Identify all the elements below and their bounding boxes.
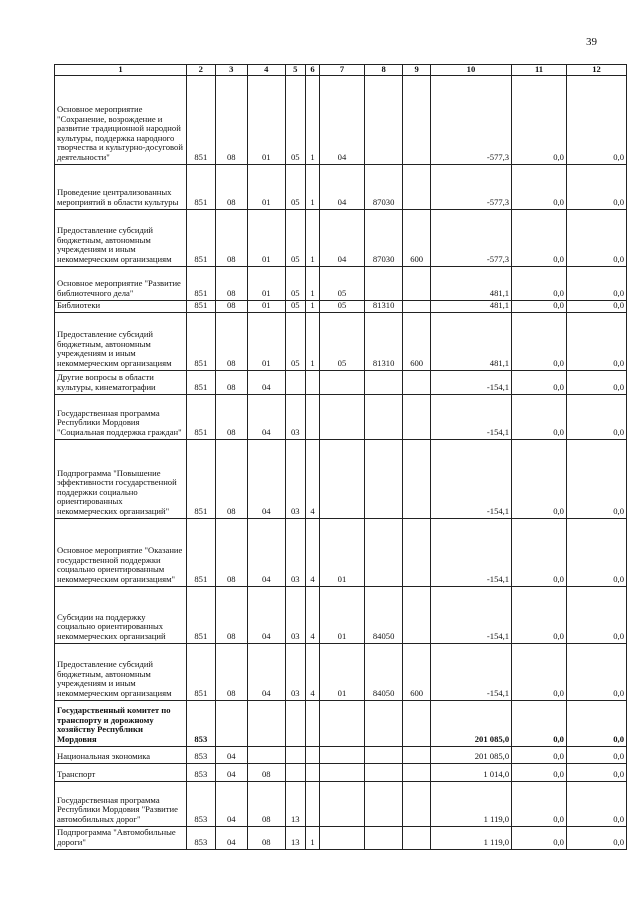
amount-year2-cell: 0,0: [512, 746, 567, 763]
table-row: [55, 370, 627, 394]
code-event-cell: 04: [320, 209, 365, 266]
code-event-cell: [320, 370, 365, 394]
code-subsection-cell: 01: [248, 164, 286, 209]
code-expense-type-cell: [403, 586, 430, 643]
code-subprogram-cell: 1: [305, 266, 319, 300]
code-program-cell: 05: [285, 312, 305, 370]
code-glavbuh-cell: 851: [187, 370, 215, 394]
code-subprogram-cell: [305, 700, 319, 746]
code-subprogram-cell: [305, 394, 319, 439]
code-subsection-cell: 08: [248, 781, 286, 826]
row-name-cell: Государственная программа Республики Мордовия "Социальная поддержка граждан": [55, 394, 187, 439]
code-section-cell: 04: [215, 763, 248, 781]
code-expense-type-cell: [403, 75, 430, 164]
code-expense-type-cell: [403, 394, 430, 439]
amount-year3-cell: 0,0: [566, 700, 626, 746]
code-section-cell: 08: [215, 643, 248, 700]
header-row: [55, 65, 627, 76]
header-cell: 12: [566, 65, 626, 76]
amount-year3-cell: 0,0: [566, 763, 626, 781]
table-row: [55, 643, 627, 700]
code-section-cell: 08: [215, 75, 248, 164]
table-body: [55, 75, 627, 849]
code-subprogram-cell: 1: [305, 209, 319, 266]
amount-year3-cell: 0,0: [566, 518, 626, 586]
code-direction-cell: [364, 700, 403, 746]
table-row: [55, 763, 627, 781]
row-name-cell: Предоставление субсидий бюджетным, автономным учреждениям и иным некоммерческим организациям: [55, 312, 187, 370]
amount-change-cell: -154,1: [430, 439, 511, 518]
amount-year2-cell: 0,0: [512, 266, 567, 300]
amount-year2-cell: 0,0: [512, 370, 567, 394]
code-expense-type-cell: [403, 746, 430, 763]
code-subprogram-cell: 1: [305, 826, 319, 849]
code-section-cell: 08: [215, 518, 248, 586]
code-expense-type-cell: [403, 266, 430, 300]
table-row: [55, 312, 627, 370]
amount-year3-cell: 0,0: [566, 826, 626, 849]
amount-year3-cell: 0,0: [566, 266, 626, 300]
table-row: [55, 826, 627, 849]
amount-change-cell: -154,1: [430, 370, 511, 394]
code-expense-type-cell: [403, 518, 430, 586]
code-glavbuh-cell: 851: [187, 209, 215, 266]
code-direction-cell: 81310: [364, 300, 403, 312]
amount-change-cell: -154,1: [430, 643, 511, 700]
code-glavbuh-cell: 853: [187, 700, 215, 746]
code-event-cell: [320, 826, 365, 849]
amount-change-cell: -577,3: [430, 209, 511, 266]
header-cell: 11: [512, 65, 567, 76]
amount-year2-cell: 0,0: [512, 164, 567, 209]
code-subprogram-cell: 1: [305, 300, 319, 312]
amount-year3-cell: 0,0: [566, 586, 626, 643]
code-subprogram-cell: 4: [305, 439, 319, 518]
amount-year2-cell: 0,0: [512, 518, 567, 586]
code-subprogram-cell: 4: [305, 643, 319, 700]
code-section-cell: 08: [215, 300, 248, 312]
amount-change-cell: 1 119,0: [430, 781, 511, 826]
row-name-cell: Библиотеки: [55, 300, 187, 312]
row-name-cell: Транспорт: [55, 763, 187, 781]
code-subsection-cell: 04: [248, 394, 286, 439]
table-row: [55, 781, 627, 826]
table-row: [55, 266, 627, 300]
header-cell: 9: [403, 65, 430, 76]
code-expense-type-cell: [403, 164, 430, 209]
code-direction-cell: [364, 781, 403, 826]
code-glavbuh-cell: 853: [187, 781, 215, 826]
code-direction-cell: [364, 439, 403, 518]
code-glavbuh-cell: 851: [187, 439, 215, 518]
page-number: 39: [586, 36, 597, 48]
amount-year3-cell: 0,0: [566, 370, 626, 394]
code-direction-cell: [364, 826, 403, 849]
code-subsection-cell: 01: [248, 300, 286, 312]
amount-change-cell: 1 014,0: [430, 763, 511, 781]
code-program-cell: [285, 746, 305, 763]
code-expense-type-cell: [403, 700, 430, 746]
code-event-cell: [320, 763, 365, 781]
row-name-cell: Подпрограмма "Повышение эффективности государственной поддержки социально ориентированных некоммерческих организаций": [55, 439, 187, 518]
row-name-cell: Субсидии на поддержку социально ориентированных некоммерческих организаций: [55, 586, 187, 643]
code-subsection-cell: 01: [248, 266, 286, 300]
amount-change-cell: 481,1: [430, 266, 511, 300]
code-program-cell: 05: [285, 300, 305, 312]
code-expense-type-cell: [403, 826, 430, 849]
code-section-cell: 04: [215, 746, 248, 763]
amount-change-cell: -154,1: [430, 518, 511, 586]
code-subprogram-cell: 4: [305, 586, 319, 643]
code-expense-type-cell: 600: [403, 643, 430, 700]
amount-change-cell: 201 085,0: [430, 700, 511, 746]
amount-change-cell: -577,3: [430, 164, 511, 209]
header-cell: 4: [248, 65, 286, 76]
code-direction-cell: [364, 394, 403, 439]
amount-change-cell: -154,1: [430, 586, 511, 643]
amount-year3-cell: 0,0: [566, 394, 626, 439]
table-row: [55, 164, 627, 209]
code-event-cell: 05: [320, 266, 365, 300]
code-subsection-cell: 04: [248, 370, 286, 394]
row-name-cell: Государственная программа Республики Мордовия "Развитие автомобильных дорог": [55, 781, 187, 826]
code-subprogram-cell: 4: [305, 518, 319, 586]
code-glavbuh-cell: 853: [187, 826, 215, 849]
row-name-cell: Другие вопросы в области культуры, кинематографии: [55, 370, 187, 394]
code-program-cell: 03: [285, 518, 305, 586]
row-name-cell: Подпрограмма "Автомобильные дороги": [55, 826, 187, 849]
header-cell: 2: [187, 65, 215, 76]
amount-change-cell: 1 119,0: [430, 826, 511, 849]
table-row: [55, 394, 627, 439]
code-subsection-cell: 01: [248, 75, 286, 164]
code-glavbuh-cell: 853: [187, 763, 215, 781]
code-event-cell: [320, 439, 365, 518]
row-name-cell: Государственный комитет по транспорту и дорожному хозяйству Республики Мордовия: [55, 700, 187, 746]
code-subprogram-cell: [305, 763, 319, 781]
code-glavbuh-cell: 851: [187, 300, 215, 312]
code-program-cell: [285, 763, 305, 781]
code-program-cell: 13: [285, 781, 305, 826]
code-event-cell: 01: [320, 586, 365, 643]
code-event-cell: 04: [320, 75, 365, 164]
code-subsection-cell: 08: [248, 763, 286, 781]
amount-change-cell: -577,3: [430, 75, 511, 164]
code-section-cell: 08: [215, 439, 248, 518]
row-name-cell: Предоставление субсидий бюджетным, автономным учреждениям и иным некоммерческим организациям: [55, 643, 187, 700]
budget-table: [54, 64, 627, 850]
code-expense-type-cell: [403, 300, 430, 312]
code-program-cell: 05: [285, 164, 305, 209]
table-row: [55, 746, 627, 763]
code-subsection-cell: 01: [248, 209, 286, 266]
code-program-cell: 13: [285, 826, 305, 849]
amount-year2-cell: 0,0: [512, 586, 567, 643]
code-section-cell: 08: [215, 209, 248, 266]
code-subprogram-cell: 1: [305, 75, 319, 164]
table-row: [55, 586, 627, 643]
code-direction-cell: [364, 746, 403, 763]
code-expense-type-cell: 600: [403, 312, 430, 370]
code-section-cell: 08: [215, 394, 248, 439]
amount-year3-cell: 0,0: [566, 781, 626, 826]
code-subsection-cell: 04: [248, 643, 286, 700]
code-direction-cell: [364, 370, 403, 394]
amount-year3-cell: 0,0: [566, 746, 626, 763]
code-program-cell: 03: [285, 394, 305, 439]
code-subsection-cell: [248, 746, 286, 763]
table-row: [55, 209, 627, 266]
code-section-cell: [215, 700, 248, 746]
amount-change-cell: 481,1: [430, 312, 511, 370]
amount-year3-cell: 0,0: [566, 643, 626, 700]
code-event-cell: 05: [320, 300, 365, 312]
amount-year3-cell: 0,0: [566, 312, 626, 370]
amount-year2-cell: 0,0: [512, 826, 567, 849]
amount-change-cell: 201 085,0: [430, 746, 511, 763]
code-event-cell: 04: [320, 164, 365, 209]
code-program-cell: 03: [285, 643, 305, 700]
code-subprogram-cell: 1: [305, 312, 319, 370]
code-program-cell: 05: [285, 75, 305, 164]
row-name-cell: Проведение централизованных мероприятий в области культуры: [55, 164, 187, 209]
amount-year2-cell: 0,0: [512, 643, 567, 700]
code-event-cell: 01: [320, 518, 365, 586]
code-glavbuh-cell: 851: [187, 164, 215, 209]
code-section-cell: 08: [215, 164, 248, 209]
code-event-cell: [320, 700, 365, 746]
table-row: [55, 75, 627, 164]
code-direction-cell: 84050: [364, 586, 403, 643]
table-row: [55, 439, 627, 518]
code-event-cell: 01: [320, 643, 365, 700]
code-expense-type-cell: [403, 439, 430, 518]
header-cell: 10: [430, 65, 511, 76]
amount-year2-cell: 0,0: [512, 312, 567, 370]
code-direction-cell: [364, 266, 403, 300]
code-subsection-cell: 04: [248, 586, 286, 643]
row-name-cell: Предоставление субсидий бюджетным, автономным учреждениям и иным некоммерческим организациям: [55, 209, 187, 266]
code-glavbuh-cell: 851: [187, 75, 215, 164]
code-direction-cell: 87030: [364, 164, 403, 209]
code-program-cell: 05: [285, 209, 305, 266]
code-section-cell: 04: [215, 781, 248, 826]
code-subsection-cell: [248, 700, 286, 746]
code-glavbuh-cell: 851: [187, 643, 215, 700]
code-direction-cell: 87030: [364, 209, 403, 266]
code-expense-type-cell: [403, 781, 430, 826]
amount-year2-cell: 0,0: [512, 300, 567, 312]
code-subprogram-cell: 1: [305, 164, 319, 209]
amount-year2-cell: 0,0: [512, 394, 567, 439]
header-cell: 3: [215, 65, 248, 76]
amount-year2-cell: 0,0: [512, 700, 567, 746]
code-subsection-cell: 01: [248, 312, 286, 370]
code-section-cell: 04: [215, 826, 248, 849]
code-glavbuh-cell: 851: [187, 518, 215, 586]
header-cell: 1: [55, 65, 187, 76]
code-direction-cell: [364, 763, 403, 781]
amount-year2-cell: 0,0: [512, 763, 567, 781]
amount-year2-cell: 0,0: [512, 781, 567, 826]
table-row: [55, 518, 627, 586]
header-cell: 8: [364, 65, 403, 76]
code-section-cell: 08: [215, 266, 248, 300]
code-program-cell: 05: [285, 266, 305, 300]
code-subsection-cell: 08: [248, 826, 286, 849]
amount-year3-cell: 0,0: [566, 75, 626, 164]
code-expense-type-cell: [403, 763, 430, 781]
code-program-cell: [285, 370, 305, 394]
code-glavbuh-cell: 851: [187, 394, 215, 439]
row-name-cell: Основное мероприятие "Сохранение, возрождение и развитие традиционной народной культуры, поддержка народного творчества и культурно-досуговой деятельности": [55, 75, 187, 164]
code-glavbuh-cell: 853: [187, 746, 215, 763]
amount-year2-cell: 0,0: [512, 75, 567, 164]
code-event-cell: [320, 394, 365, 439]
code-program-cell: 03: [285, 439, 305, 518]
code-event-cell: [320, 746, 365, 763]
code-glavbuh-cell: 851: [187, 586, 215, 643]
code-expense-type-cell: 600: [403, 209, 430, 266]
code-subprogram-cell: [305, 370, 319, 394]
amount-year2-cell: 0,0: [512, 439, 567, 518]
amount-year3-cell: 0,0: [566, 439, 626, 518]
row-name-cell: Национальная экономика: [55, 746, 187, 763]
code-program-cell: [285, 700, 305, 746]
code-glavbuh-cell: 851: [187, 312, 215, 370]
amount-year3-cell: 0,0: [566, 209, 626, 266]
code-subsection-cell: 04: [248, 518, 286, 586]
code-direction-cell: 84050: [364, 643, 403, 700]
amount-year2-cell: 0,0: [512, 209, 567, 266]
code-event-cell: 05: [320, 312, 365, 370]
code-section-cell: 08: [215, 370, 248, 394]
code-section-cell: 08: [215, 586, 248, 643]
row-name-cell: Основное мероприятие "Оказание государственной поддержки социально ориентированным некоммерческим организациям": [55, 518, 187, 586]
table-row: [55, 300, 627, 312]
row-name-cell: Основное мероприятие "Развитие библиотечного дела": [55, 266, 187, 300]
amount-change-cell: 481,1: [430, 300, 511, 312]
code-glavbuh-cell: 851: [187, 266, 215, 300]
code-subprogram-cell: [305, 781, 319, 826]
code-direction-cell: 81310: [364, 312, 403, 370]
amount-year3-cell: 0,0: [566, 300, 626, 312]
code-expense-type-cell: [403, 370, 430, 394]
table-row: [55, 700, 627, 746]
amount-change-cell: -154,1: [430, 394, 511, 439]
code-section-cell: 08: [215, 312, 248, 370]
code-event-cell: [320, 781, 365, 826]
header-cell: 7: [320, 65, 365, 76]
code-subsection-cell: 04: [248, 439, 286, 518]
header-cell: 6: [305, 65, 319, 76]
code-program-cell: 03: [285, 586, 305, 643]
code-direction-cell: [364, 75, 403, 164]
code-subprogram-cell: [305, 746, 319, 763]
code-direction-cell: [364, 518, 403, 586]
header-cell: 5: [285, 65, 305, 76]
amount-year3-cell: 0,0: [566, 164, 626, 209]
